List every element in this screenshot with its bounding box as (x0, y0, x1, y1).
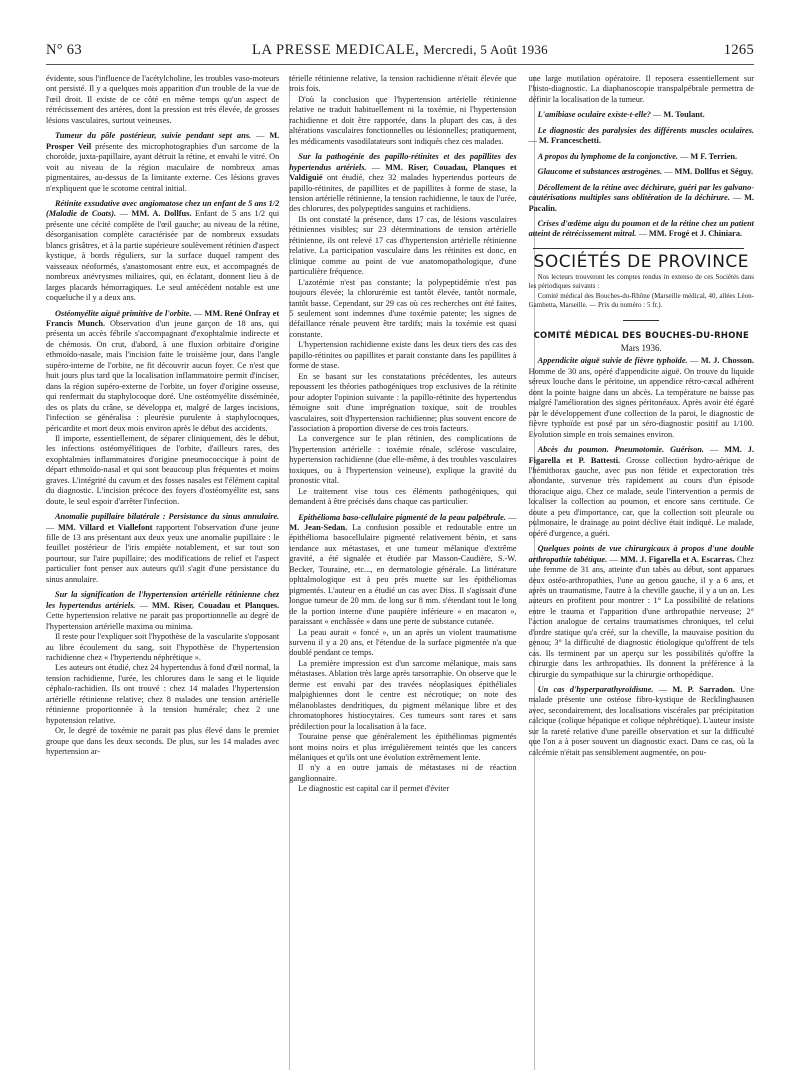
body-text: Le traitement vise tous ces éléments pathogéniques, qui demandent à être précisés dans chaque cas particulier. (289, 486, 517, 507)
paragraph (46, 632, 279, 663)
body-text: La confusion possible et redoutable entre un épithélioma basocellulaire pigmenté relativement bénin, et sans tendance aux métastases, et une tumeur mélanique d'extrême gravité, a été signalée et étudiée par Masson-Caudière, S.-W. Becker, Touraine, etc..., en dermatologie générale. La littérature ophtalmologique est à peu près muette sur les épithéliomas pigmentés. L'auteur en a étudié un cas avec Diss. Il s'agissait d'une longue tumeur de 20 mm. de long sur 8 mm. s'étendant tout le long de la portion interne d'une paupière inférieure « en macaron », paraissant « enchâssée » dans une perte de substance cutanée. (289, 523, 517, 627)
column-3 (521, 74, 754, 1072)
article-title: Le diagnostic des paralysies des différents muscles oculaires. (537, 125, 754, 135)
article-title: Quelques points de vue chirurgicaux à propos d'une double arthropathie tabétique. (528, 544, 754, 564)
continued-text (46, 74, 279, 126)
paragraph (289, 95, 516, 147)
body-text: Une malade présente une ostéose fibro-kystique de Recklinghausen avec, secondairement, des localisations viscérales par précipitation calcique (colique hépatique et colique néphrétique). L'auteur insiste sur la rareté relative d'une pareille observation et sur la difficulté que l'on a à poser souvent un diagnostic exact. Dans ce cas, où la calcémie n'était pas sensiblement augmentée, on pou- (528, 685, 754, 757)
body-text: L'hypertension rachidienne existe dans les deux tiers des cas des papillo-rétinites ou papillites et parait constante dans les papillites à forme de stase. (289, 340, 517, 371)
article-entry: Glaucome et substances œstrogènes. — MM. Dollfus et Séguy. (537, 167, 754, 177)
body-text: térielle rétinienne relative, la tension rachidienne n'était élevée que trois fois. (289, 74, 517, 94)
article-title: Ostéomyélite aiguë primitive de l'orbite. (55, 308, 192, 318)
paragraph (46, 434, 279, 507)
article-entry: L'amibiase oculaire existe-t-elle? — M. Toulant. (537, 110, 705, 120)
column-1 (46, 74, 279, 1072)
paragraph (289, 278, 516, 341)
page-number-right: 1265 (723, 42, 754, 58)
article-entry: Un cas d'hyperparathyroïdisme. — M. P. Sarradon. Une malade présente une ostéose fibro-kystique de Recklinghausen avec, secondairement, des localisations viscérales par précipitation calcique (colique hépatique et colique néphrétique). L'auteur insiste sur la rareté relative d'une pareille observation et sur la difficulté que l'on a à poser souvent un diagnostic exact. Dans ce cas, où la calcémie n'était pas sensiblement augmentée, on pou- (528, 685, 754, 757)
body-text: Cette hypertension relative ne parait pas proportionnelle au degré de l'hypertension artérielle maxima ou minima. (46, 611, 280, 631)
body-text: Chez une femme de 31 ans, atteinte d'un tabès au début, sont apparues deux ostéo-arthropathies, l'une au genou gauche, il y a 6 ans, et après un traumatisme, l'autre à la cheville gauche, il y a un an. Les auteurs en profitent pour montrer : 1° La possibilité de relations entre le trauma et l'apparition d'une arthropathie nerveuse; 2° l'action analogue de certains traumatismes chroniques, tel celui d'ordre statique qu'a créé, sur la cheville, la mauvaise position du genou; 3° la difficulté de diagnostic étiologique qu'offrent de tels cas. Ils terminent par un aperçu sur les possibilités qu'offre la chirurgie dans les arthropathies. Ils donnent la préférence à la chirurgie du sympathique sur la chirurgie orthopédique. (528, 554, 754, 679)
article-title: Glaucome et substances œstrogènes. (537, 167, 663, 177)
article-entry: Rétinite exsudative avec angiomatose chez un enfant de 5 ans 1/2 (Maladie de Coats). — MM. A. Dollfus. Enfant de 5 ans 1/2 qui présente une cécité complète de l'œil gauche; au niveau de la rétine, désorganisation complète caractérisée par de nombreux exsudats blancs grisâtres, et à la partie supérieure soulèvement rétinien d'aspect kystique, à bords réguliers, sur la surface duquel rampent des vaisseaux néoformés, s'anastomosant entre eux, et accompagnés de nombreux anévrysmes miliaires, qui, en éclatant, donnent lieu à de larges placards hémorragiques. Le seul antécédent notable est une coqueluche il y a deux ans. (46, 198, 280, 303)
paragraph (46, 726, 279, 757)
body-text: Il reste pour l'expliquer soit l'hypothèse de la vascularite s'opposant au libre écoulement du sang, soit l'hypothèse de l'hypertension rachidienne chez « l'hypertendu néphrétique ». (46, 632, 280, 663)
article-authors: M. Franceschetti. (538, 136, 601, 146)
paragraph (289, 784, 516, 794)
body-text: rapportent l'observation d'une jeune fille de 13 ans présentant aux deux yeux une anomalie pupillaire : le feuillet postérieur de l'iris empiète notablement, et sur tout son pourtour, sur l'aire pupillaire; des modifications de relief et l'aspect particulier font penser aux auteurs qu'il s'agit d'une persistance du sinus annulaire. (46, 522, 280, 584)
paragraph (289, 659, 516, 732)
article-entry: Le diagnostic des paralysies des différents muscles oculaires. — M. Franceschetti. (528, 125, 754, 146)
body-text: L'azotémie n'est pas constante; la polypeptidémie n'est pas toujours élevée; la chlorurémie est tantôt élevée, tantôt normale, tantôt basse. Cependant, sur 29 cas où ces recherches ont été faites, 5 seulement sont indemnes d'une toxémie patente; les signes de défaillance rénale peuvent être tardifs; mais la toxémie est quasi constante. (289, 277, 517, 339)
article-title: A propos du lymphome de la conjonctive. (537, 151, 678, 161)
body-text: Ils ont constaté la présence, dans 17 cas, de lésions vasculaires rétiniennes visibles; sur 23 déterminations de tension artérielle rétinienne, ils ont relevé 17 cas d'hypertension artérielle rétinienne relative. La participation vasculaire dans les rétinites est donc, en clinique comme au point de vue anatomopathologique, d'une particulière fréquence. (289, 214, 517, 277)
article-authors: M F. Terrien. (690, 151, 738, 161)
article-authors: M. Jean-Sedan. (289, 523, 348, 533)
article-title: Décollement de la rétine avec déchirure, guéri par les galvano-cautérisations multiples sans oblitération de la déchirure. (528, 182, 754, 203)
article-title: Un cas d'hyperparathyroïdisme. (537, 685, 654, 695)
column-3-top (529, 74, 754, 240)
article-entry: Epithélioma baso-cellulaire pigmenté de la peau palpébrale. — M. Jean-Sedan. La confusion possible et redoutable entre un épithélioma basocellulaire pigmenté relativement bénin, et sans tendance aux métastases, et une tumeur mélanique d'extrême gravité, a été signalée et étudiée par Masson-Caudière, S.-W. Becker, Touraine, etc..., en dermatologie générale. La littérature ophtalmologique est à peu près muette sur les épithéliomas pigmentés. L'auteur en a étudié un cas avec Diss. Il s'agissait d'une longue tumeur de 20 mm. de long sur 8 mm. s'étendant tout le long de la portion interne d'une paupière inférieure « en macaron », paraissant « enchâssée » dans une perte de substance cutanée. (289, 512, 517, 627)
page-number-left: N° 63 (46, 42, 82, 58)
header-rule (46, 64, 754, 65)
body-text: Grosse collection hydro-aérique de l'hémithorax gauche, avec pus non fétide et expectoration très abondante, survenue très rapidement au cours d'un épisode thoracique aigu. Chez ce malade, seule l'intervention a permis de localiser la collection au poumon, et encore sans certitude. Ce doute a peu d'importance, car, que la collection soit pleurale ou pulmonaire, le drainage au point déclive était indiqué. Le malade, opéré d'urgence, a guéri. (528, 455, 754, 538)
article-entry: Abcès du poumon. Pneumotomie. Guérison. — MM. J. Figarella et P. Battesti. Grosse collection hydro-aérique de l'hémithorax gauche, avec pus non fétide et expectoration très abondante, survenue très rapidement au cours d'un épisode thoracique aigu. Chez ce malade, seule l'intervention a permis de localiser la collection au poumon, et encore sans certitude. Ce doute a peu d'importance, car, que la collection soit pleurale ou pulmonaire, le drainage au point déclive était indiqué. Le malade, opéré d'urgence, a guéri. (528, 445, 754, 538)
article-entry: Sur la signification de l'hypertension artérielle rétinienne chez les hypertendus artériels. — MM. Riser, Couadau et Planques. Cette hypertension relative ne parait pas proportionnelle au degré de l'hypertension artérielle maxima ou minima. (46, 590, 280, 631)
article-authors: M. P. Sarradon. (672, 685, 735, 695)
body-text: La première impression est d'un sarcome mélanique, mais sans métastases. Ablation très large après tarsorraphie. On observe que le derme est envahi par des travées néoplasiques épithéliales malpighiennes dont le centre est nécrotique; on note des mélanoblastes dendritiques, du pigment mélanique libre et des chromatophores histiocytaires. Ces tumeurs sont rares et sans prédilection pour la localisation à la face. (289, 658, 517, 731)
running-head (46, 34, 754, 60)
article-authors: MM. Dollfus et Séguy. (674, 167, 754, 177)
paragraph (289, 763, 516, 784)
body-text: Or, le degré de toxémie ne parait pas plus élevé dans le premier groupe que dans les deux seconds. De plus, sur les 14 malades avec hypertension ar- (46, 726, 280, 757)
notice-text: Comité médical des Bouches-du-Rhône (Marseille médical, 40, allées Léon-Gambetta, Marseille. — Prix du numéro : 5 fr.). (528, 291, 754, 309)
body-text: Le diagnostic est capital car il permet d'éviter (298, 784, 450, 794)
article-title: Crises d'œdème aigu du poumon et de la rétine chez un patient atteint de rétrécissement mitral. (528, 218, 754, 239)
article-authors: MM. Riser, Couadau, Planques et Valdiguié (289, 162, 517, 183)
notice-text: Nos lecteurs trouveront les comptes rendus in extenso de ces Sociétés dans les périodiques suivants : (528, 273, 754, 291)
continued-text (289, 74, 516, 95)
column-2 (283, 74, 516, 1072)
article-authors: MM. J. Figarella et P. Battesti. (528, 445, 754, 465)
paragraph (289, 215, 516, 278)
paragraph (289, 732, 516, 763)
article-authors: M. Prosper Veil (46, 131, 280, 151)
article-authors: MM. Frogé et J. Chiniara. (648, 229, 743, 239)
body-text: D'où la conclusion que l'hypertension artérielle rétinienne relative ne traduit habituellement ni la toxémie, ni l'hypertension rachidienne et doit être rapportée, dans la plupart des cas, à des altérations vasculaires fonctionnelles ou lésionnelles; pratiquement, les médicaments vasodilatateurs sont indiqués chez ces malades. (289, 94, 517, 146)
article-entry: Crises d'œdème aigu du poumon et de la rétine chez un patient atteint de rétrécissement mitral. — MM. Frogé et J. Chiniara. (528, 218, 754, 239)
body-text: Homme de 30 ans, opéré d'appendicite aiguë. On trouve du liquide séreux louche dans le péritoine, un appendice rétro-cæcal adhérent dont la pointe baigne dans un abcès. La température ne baisse pas malgré l'amélioration des signes péritonéaux. Après avoir été égaré par le développement d'une collection de la paroi, le diagnostic de fièvre typhoïde est posé par un séro-diagnostic positif au 1/100. Evolution simple en trois semaines environ. (528, 366, 754, 439)
body-text: Observation d'un jeune garçon de 18 ans, qui présenta un accès fébrile s'accompagnant d'exophtalmie indirecte et de chémosis. On crut, d'abord, à une fluxion orbitaire d'origine ethmoïdo-nasale, mais l'incision faite le troisième jour, dans l'angle supéro-interne de l'orbite, ne fit découvrir aucun foyer. Ce n'est que huit jours plus tard que la localisation inflammatoire permit d'inciser, dans la région supéro-externe de l'orbite, un foyer d'origine osseuse, qui renfermait du staphylocoque doré. Une ostéomyélite disséminée, des os plats du crâne, se développa et, malgré de larges incisions, l'infection se généralisa : pleurésie purulente à staphylocoques, péricardite et mort deux mois environ après le début des accidents. (46, 318, 280, 433)
body-text: présente des microphotographies d'un sarcome de la choroïde, juxta-papillaire, ayant détruit la rétine, et envahi le vitré. On voit au niveau de la région maculaire de nombreux amas pigmentaires, au-dessus de la limitante externe. Ces lésions graves n'expliquent que le scotome central initial. (46, 141, 280, 193)
article-authors: MM. René Onfray et Francis Munch. (46, 308, 280, 328)
paragraph (289, 434, 516, 486)
journal-title: LA PRESSE MEDICALE, (252, 42, 420, 58)
article-title: Tumeur du pôle postérieur, suivie pendant sept ans. (55, 131, 252, 141)
article-entry: Ostéomyélite aiguë primitive de l'orbite. — MM. René Onfray et Francis Munch. Observation d'un jeune garçon de 18 ans, qui présenta un accès fébrile s'accompagnant d'exophtalmie indirecte et de chémosis. On crut, d'abord, à une fluxion orbitaire d'origine ethmoïdo-nasale, mais l'incision faite le troisième jour, dans l'angle supéro-interne de l'orbite, ne fit découvrir aucun foyer. Ce n'est que huit jours plus tard que la localisation inflammatoire permit d'inciser, dans la région supéro-externe de l'orbite, un foyer d'origine osseuse, qui renfermait du staphylocoque doré. Une ostéomyélite disséminée, des os plats du crâne, se développa et, malgré de larges incisions, l'infection se généralisa : pleurésie purulente à staphylocoques, péricardite et mort deux mois environ après le début des accidents. (46, 308, 280, 433)
body-text: évidente, sous l'influence de l'acétylcholine, les troubles vaso-moteurs ont persisté. Il y a quelques mois apparition d'un trouble de la vue de l'œil droit. Il existe de ce côté en même temps qu'un aspect de rétrécissement des artères, dont la pression est très élevée, de grosses lésions vasculaires, surtout veineuses. (46, 74, 280, 125)
body-text: une large mutilation opératoire. Il reposera essentiellement sur l'histo-diagnostic. La diaphanoscopie transpalpébrale permettra de définir la localisation de la tumeur. (528, 74, 754, 104)
section-title: SOCIÉTÉS DE PROVINCE (533, 251, 750, 272)
body-text: La peau aurait « foncé », un an après un violent traumatisme survenu il y a 20 ans, et l'étendue de la surface pigmentée n'a que doublé pendant ce temps. (289, 627, 517, 658)
article-title: Sur la pathogénie des papillo-rétinites et des papillites des hypertendus artériels. (289, 152, 517, 172)
article-authors: M. Toulant. (663, 110, 705, 120)
article-authors: M. J. Chosson. (700, 356, 754, 366)
society-name: COMITÉ MÉDICAL DES BOUCHES-DU-RHONE (533, 329, 749, 340)
paragraph (289, 628, 516, 659)
body-text: Touraine pense que généralement les épithéliomas pigmentés sont moins noirs et plus irrégulièrement teintés que les cancers mélaniques et qu'ils ont une évolution extrêmement lente. (289, 732, 517, 762)
paragraph (46, 663, 279, 726)
article-entry: Anomalie pupillaire bilatérale : Persistance du sinus annulaire. — MM. Villard et Viallefont rapportent l'observation d'une jeune fille de 13 ans présentant aux deux yeux une anomalie pupillaire : le feuillet postérieur de l'iris empiète notablement, et sur tout son pourtour, sur l'aire pupillaire; des modifications de relief et l'aspect particulier font penser aux auteurs qu'il s'agit d'une persistance du sinus annulaire. (46, 512, 280, 584)
continued-text (529, 74, 754, 105)
article-authors: M. Pacalin. (528, 193, 754, 213)
body-text: Enfant de 5 ans 1/2 qui présente une cécité complète de l'œil gauche; au niveau de la rétine, désorganisation complète caractérisée par de nombreux exsudats blancs grisâtres, et à la partie supérieure soulèvement rétinien d'aspect kystique, à bords réguliers, sur la surface duquel rampent des vaisseaux néoformés, s'anastomosant entre eux, et accompagnés de nombreux anévrysmes miliaires, qui, en éclatant, donnent lieu à de larges placards hémorragiques. Le seul antécédent notable est une coqueluche il y a deux ans. (46, 209, 280, 303)
article-title: Rétinite exsudative avec angiomatose chez un enfant de 5 ans 1/2 (Maladie de Coats). (46, 198, 280, 219)
article-entry: Tumeur du pôle postérieur, suivie pendant sept ans. — M. Prosper Veil présente des microphotographies d'un sarcome de la choroïde, juxta-papillaire, ayant détruit la rétine, et envahi le vitré. On voit au niveau de la région maculaire de nombreux amas pigmentaires, au-dessus de la limitante externe. Ces lésions graves n'expliquent que le scotome central initial. (46, 131, 280, 193)
article-title: L'amibiase oculaire existe-t-elle? (537, 110, 651, 120)
body-text: Il importe, essentiellement, de séparer cliniquement, dès le début, les infections ostéomyélitiques de l'orbite, d'ailleurs rares, des exophtalmies inflammatoires d'origine pneumococcique à point de départ ethmoïdo-nasal et qui sont beaucoup plus fréquentes et moins graves. L'intégrité du cavum et des fosses nasales est l'élément capital du diagnostic. L'incision précoce des foyers d'ostéomyélite est, sans doute, le seul espoir d'arrêter l'infection. (46, 433, 280, 506)
session-date: Mars 1936. (620, 342, 662, 353)
article-authors: MM. A. Dollfus. (131, 209, 192, 219)
paragraph (289, 487, 516, 508)
article-authors: MM. Riser, Couadau et Planques. (151, 600, 280, 610)
article-title: Sur la signification de l'hypertension artérielle rétinienne chez les hypertendus artériels. (46, 590, 280, 610)
article-entry: A propos du lymphome de la conjonctive. — M F. Terrien. (537, 151, 738, 161)
body-text: Il n'y a en outre jamais de métastases ni de réaction ganglionnaire. (289, 763, 517, 783)
article-title: Epithélioma baso-cellulaire pigmenté de la peau palpébrale. (298, 512, 506, 522)
article-authors: MM. J. Figarella et A. Escarras. (620, 554, 735, 564)
column-3-bottom (529, 356, 754, 758)
separator (623, 320, 659, 321)
masthead (46, 42, 754, 59)
section-rule (533, 248, 744, 249)
paragraph (289, 372, 516, 435)
article-authors: MM. Villard et Viallefont (57, 522, 153, 532)
body-text: La convergence sur le plan rétinien, des complications de l'hypertension artérielle : toxémie rénale, sclérose vasculaire, hypertension rachidienne (due elle-même, à des troubles vasculaires toxiques, ou à l'hypertension veineuse), explique la gravité du pronostic vital. (289, 434, 517, 486)
article-entry: Décollement de la rétine avec déchirure, guéri par les galvano-cautérisations multiples sans oblitération de la déchirure. — M. Pacalin. (528, 182, 754, 213)
body-text: Les auteurs ont étudié, chez 24 hypertendus à fond d'œil normal, la tension rachidienne, l'urée, les chlorures dans le sang et le liquide céphalo-rachidien. Ils ont trouvé : chez 14 malades l'hypertension artérielle rétinienne relative; chez 8 malades une tension artérielle rétinienne proportionnée à la tension humérale; chez 2 une hypotension relative. (46, 663, 280, 725)
article-title: Anomalie pupillaire bilatérale : Persistance du sinus annulaire. (55, 512, 280, 522)
article-entry: Sur la pathogénie des papillo-rétinites et des papillites des hypertendus artériels. — MM. Riser, Couadau, Planques et Valdiguié ont étudié, chez 32 malades hypertendus porteurs de papillo-rétinites, de papillites et de papillites à forme de stase, la tension artérielle rétinienne, la tension rachidienne, le taux de l'urée, des chlorures, des polypeptides sanguins et rachidiens. (289, 152, 517, 214)
body-text: En se basant sur les constatations précédentes, les auteurs repoussent les théories pathogéniques trop exclusives de la rétinite pour adopter l'opinion suivante : la papillo-rétinite des hypertendus témoigne soit d'une imprégnation toxique, soit de troubles vasculaires, soit d'hypertension rachidienne; plus souvent encore de l'association à proportion diverse de ces trois facteurs. (289, 371, 517, 433)
article-entry: Appendicite aiguë suivie de fièvre typhoïde. — M. J. Chosson. Homme de 30 ans, opéré d'appendicite aiguë. On trouve du liquide séreux louche dans le péritoine, un appendice rétro-cæcal adhérent dont la pointe baigne dans un abcès. La température ne baisse pas malgré l'amélioration des signes péritonéaux. Après avoir été égaré par le développement d'une collection de la paroi, le diagnostic de fièvre typhoïde est posé par un séro-diagnostic positif au 1/100. Evolution simple en trois semaines environ. (528, 356, 754, 439)
columns (46, 74, 754, 1072)
article-title: Appendicite aiguë suivie de fièvre typhoïde. (537, 356, 688, 366)
body-text: ont étudié, chez 32 malades hypertendus porteurs de papillo-rétinites, de papillites et de papillites à forme de stase, la tension artérielle rétinienne, la tension rachidienne, le taux de l'urée, des chlorures, des polypeptides sanguins et rachidiens. (289, 173, 517, 214)
article-entry: Quelques points de vue chirurgicaux à propos d'une double arthropathie tabétique. — MM. J. Figarella et A. Escarras. Chez une femme de 31 ans, atteinte d'un tabès au début, sont apparues deux ostéo-arthropathies, l'une au genou gauche, il y a 6 ans, et après un traumatisme, l'autre à la cheville gauche, il y a un an. Les auteurs en profitent pour montrer : 1° La possibilité de relations entre le trauma et l'apparition d'une arthropathie nerveuse; 2° l'action analogue de certains traumatismes chroniques, tel celui d'ordre statique qu'a créé, sur la cheville, la mauvaise position du genou; 3° la difficulté de diagnostic étiologique qu'offrent de tels cas. Ils terminent par un aperçu sur les possibilités qu'offre la chirurgie dans les arthropathies. Ils donnent la préférence à la chirurgie du sympathique sur la chirurgie orthopédique. (528, 544, 754, 679)
issue-date: Mercredi, 5 Août 1936 (423, 42, 548, 57)
paragraph (289, 340, 516, 371)
article-title: Abcès du poumon. Pneumotomie. Guérison. (537, 445, 704, 455)
